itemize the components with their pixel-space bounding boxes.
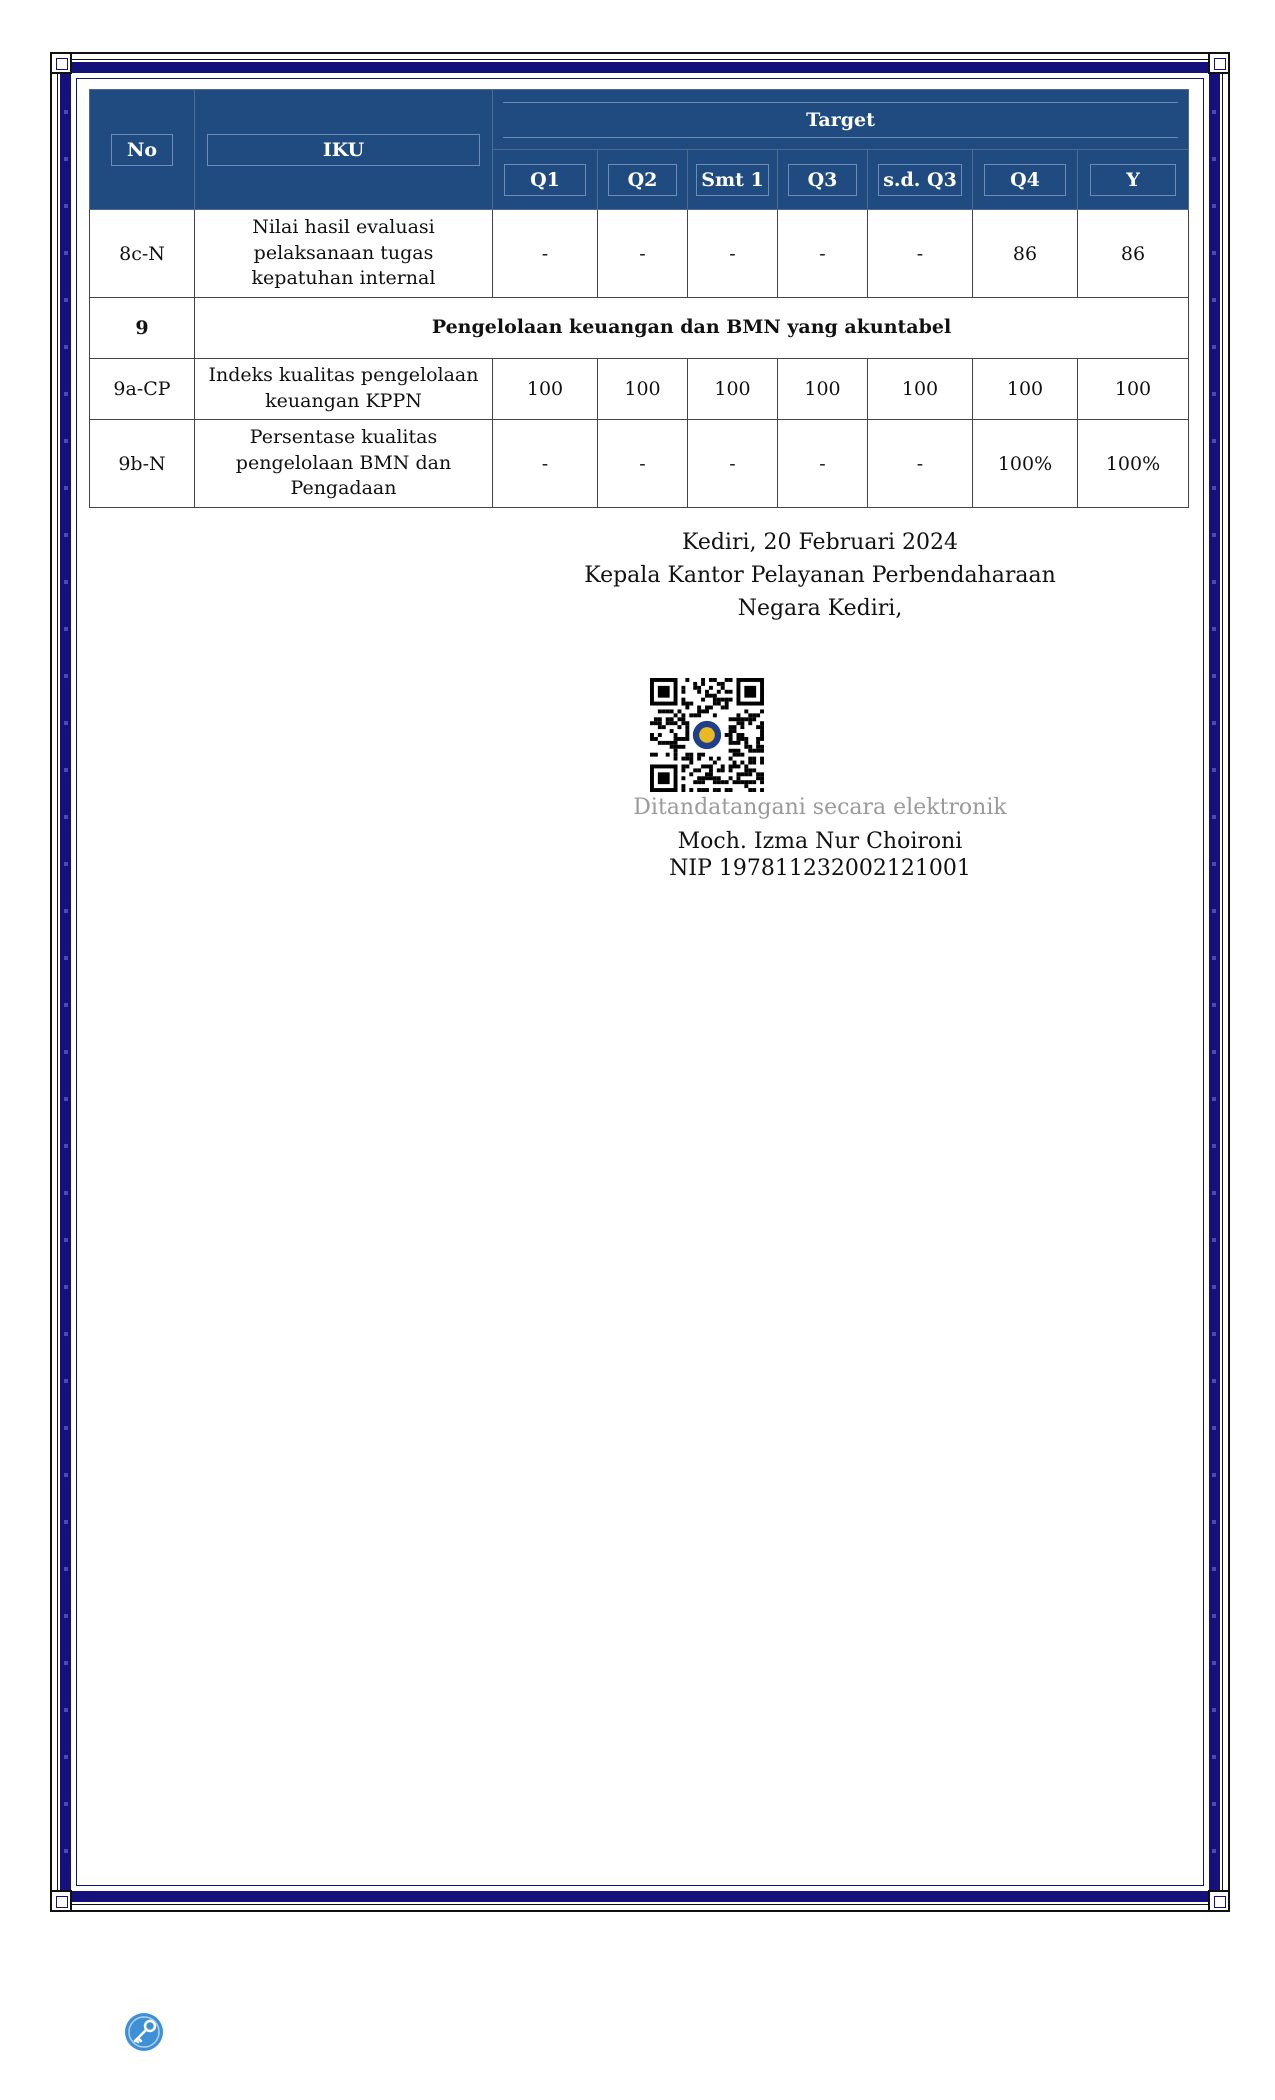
frame-tick bbox=[64, 1802, 68, 1806]
frame-tick bbox=[1212, 345, 1216, 349]
frame-tick bbox=[1212, 110, 1216, 114]
frame-corner-bottom-right bbox=[1208, 1890, 1230, 1912]
header-period-label: Q4 bbox=[984, 164, 1065, 196]
frame-tick bbox=[1212, 1097, 1216, 1101]
table-group-row bbox=[90, 298, 1189, 359]
frame-tick bbox=[64, 1567, 68, 1571]
frame-tick bbox=[64, 1473, 68, 1477]
frame-corner-top-left bbox=[50, 52, 72, 74]
table-row bbox=[90, 420, 1189, 508]
frame-tick bbox=[1212, 1661, 1216, 1665]
header-period-q1 bbox=[493, 150, 598, 210]
frame-tick bbox=[1212, 1755, 1216, 1759]
header-target-label: Target bbox=[503, 102, 1178, 138]
header-period-y bbox=[1078, 150, 1189, 210]
frame-tick bbox=[1212, 204, 1216, 208]
header-period-q3 bbox=[778, 150, 868, 210]
table-row bbox=[90, 210, 1189, 298]
header-period-label: Y bbox=[1090, 164, 1176, 196]
row-value: - bbox=[493, 210, 598, 298]
row-value: - bbox=[688, 210, 778, 298]
header-target bbox=[493, 90, 1189, 150]
frame-tick bbox=[64, 909, 68, 913]
frame-tick bbox=[64, 580, 68, 584]
frame-tick bbox=[64, 627, 68, 631]
frame-tick bbox=[1212, 674, 1216, 678]
frame-tick bbox=[1212, 392, 1216, 396]
row-value: - bbox=[688, 420, 778, 508]
frame-tick bbox=[64, 1614, 68, 1618]
frame-tick bbox=[64, 392, 68, 396]
row-value: - bbox=[778, 210, 868, 298]
row-value: - bbox=[493, 420, 598, 508]
frame-tick bbox=[1212, 1238, 1216, 1242]
table-row bbox=[90, 359, 1189, 420]
row-value: 86 bbox=[973, 210, 1078, 298]
row-value: - bbox=[868, 420, 973, 508]
frame-tick bbox=[1212, 533, 1216, 537]
header-iku-label: IKU bbox=[207, 134, 480, 166]
frame-tick bbox=[1212, 1520, 1216, 1524]
frame-tick bbox=[64, 1144, 68, 1148]
frame-tick bbox=[64, 1191, 68, 1195]
frame-tick bbox=[1212, 580, 1216, 584]
row-value: 86 bbox=[1078, 210, 1189, 298]
frame-tick bbox=[1212, 157, 1216, 161]
frame-tick bbox=[1212, 1144, 1216, 1148]
row-value: 100 bbox=[493, 359, 598, 420]
header-period-label: Smt 1 bbox=[696, 164, 768, 196]
header-period-q2 bbox=[598, 150, 688, 210]
group-no: 9 bbox=[90, 298, 195, 359]
frame-tick bbox=[64, 674, 68, 678]
signature-place-date: Kediri, 20 Februari 2024 bbox=[681, 530, 958, 555]
qr-code-icon bbox=[650, 678, 764, 792]
frame-tick bbox=[64, 1708, 68, 1712]
frame-tick bbox=[64, 204, 68, 208]
frame-tick bbox=[64, 1285, 68, 1289]
frame-tick bbox=[1212, 909, 1216, 913]
frame-tick bbox=[64, 956, 68, 960]
frame-tick bbox=[1212, 1332, 1216, 1336]
frame-tick bbox=[1212, 1567, 1216, 1571]
frame-tick bbox=[1212, 1285, 1216, 1289]
frame-tick bbox=[64, 1097, 68, 1101]
frame-tick bbox=[64, 345, 68, 349]
row-no: 9a-CP bbox=[90, 359, 195, 420]
header-period-q4 bbox=[973, 150, 1078, 210]
signature-esign-note: Ditandatangani secara elektronik bbox=[633, 795, 1007, 820]
frame-tick bbox=[1212, 251, 1216, 255]
frame-tick bbox=[1212, 1379, 1216, 1383]
row-value: - bbox=[868, 210, 973, 298]
frame-tick bbox=[64, 815, 68, 819]
frame-tick bbox=[64, 1661, 68, 1665]
frame-tick bbox=[1212, 1708, 1216, 1712]
frame-tick bbox=[64, 1050, 68, 1054]
frame-tick bbox=[64, 298, 68, 302]
header-iku bbox=[195, 90, 493, 210]
row-value: 100 bbox=[778, 359, 868, 420]
frame-tick bbox=[1212, 956, 1216, 960]
frame-tick bbox=[1212, 1191, 1216, 1195]
iku-target-table bbox=[89, 89, 1189, 508]
frame-corner-bottom-left bbox=[50, 1890, 72, 1912]
frame-tick bbox=[1212, 721, 1216, 725]
header-period-label: s.d. Q3 bbox=[878, 164, 962, 196]
signature-position-line1: Kepala Kantor Pelayanan Perbendaharaan bbox=[584, 563, 1056, 588]
frame-tick bbox=[1212, 298, 1216, 302]
row-iku: Indeks kualitas pengelolaan keuangan KPPN bbox=[195, 359, 493, 420]
row-value: 100% bbox=[973, 420, 1078, 508]
row-value: - bbox=[778, 420, 868, 508]
frame-tick bbox=[64, 157, 68, 161]
row-value: 100 bbox=[688, 359, 778, 420]
header-period-smt1 bbox=[688, 150, 778, 210]
frame-tick bbox=[64, 251, 68, 255]
row-no: 8c-N bbox=[90, 210, 195, 298]
frame-tick bbox=[1212, 1050, 1216, 1054]
header-period-label: Q2 bbox=[608, 164, 677, 196]
frame-tick bbox=[1212, 815, 1216, 819]
frame-tick bbox=[1212, 627, 1216, 631]
signature-name: Moch. Izma Nur Choironi bbox=[677, 829, 963, 854]
frame-tick bbox=[1212, 862, 1216, 866]
row-value: 100 bbox=[973, 359, 1078, 420]
header-period-label: Q1 bbox=[504, 164, 585, 196]
frame-tick bbox=[64, 1849, 68, 1853]
frame-tick bbox=[64, 1003, 68, 1007]
frame-tick bbox=[64, 486, 68, 490]
header-period-label: Q3 bbox=[788, 164, 857, 196]
frame-tick bbox=[64, 862, 68, 866]
signature-nip: NIP 197811232002121001 bbox=[669, 856, 971, 881]
frame-tick bbox=[64, 533, 68, 537]
row-value: - bbox=[598, 420, 688, 508]
frame-tick bbox=[64, 1332, 68, 1336]
frame-tick bbox=[1212, 1849, 1216, 1853]
frame-tick bbox=[64, 1426, 68, 1430]
frame-tick bbox=[1212, 1426, 1216, 1430]
frame-tick bbox=[64, 721, 68, 725]
row-value: 100% bbox=[1078, 420, 1189, 508]
frame-tick bbox=[1212, 1473, 1216, 1477]
frame-corner-top-right bbox=[1208, 52, 1230, 74]
row-value: 100 bbox=[598, 359, 688, 420]
group-title: Pengelolaan keuangan dan BMN yang akuntabel bbox=[195, 298, 1189, 359]
frame-tick bbox=[1212, 486, 1216, 490]
frame-tick bbox=[64, 1238, 68, 1242]
frame-tick bbox=[1212, 1802, 1216, 1806]
row-value: 100 bbox=[868, 359, 973, 420]
esign-key-icon bbox=[124, 2012, 164, 2052]
header-no-label: No bbox=[111, 134, 173, 166]
frame-tick bbox=[1212, 439, 1216, 443]
frame-tick bbox=[1212, 1003, 1216, 1007]
frame-tick bbox=[64, 1520, 68, 1524]
frame-tick bbox=[1212, 1614, 1216, 1618]
header-no bbox=[90, 90, 195, 210]
row-value: - bbox=[598, 210, 688, 298]
signature-position-line2: Negara Kediri, bbox=[737, 596, 903, 621]
frame-tick bbox=[64, 768, 68, 772]
row-no: 9b-N bbox=[90, 420, 195, 508]
frame-tick bbox=[64, 1379, 68, 1383]
row-value: 100 bbox=[1078, 359, 1189, 420]
header-period-sd-q3 bbox=[868, 150, 973, 210]
row-iku: Nilai hasil evaluasi pelaksanaan tugas kepatuhan internal bbox=[195, 210, 493, 298]
row-iku: Persentase kualitas pengelolaan BMN dan Pengadaan bbox=[195, 420, 493, 508]
frame-tick bbox=[64, 439, 68, 443]
frame-tick bbox=[64, 1755, 68, 1759]
frame-tick bbox=[64, 110, 68, 114]
frame-tick bbox=[1212, 768, 1216, 772]
